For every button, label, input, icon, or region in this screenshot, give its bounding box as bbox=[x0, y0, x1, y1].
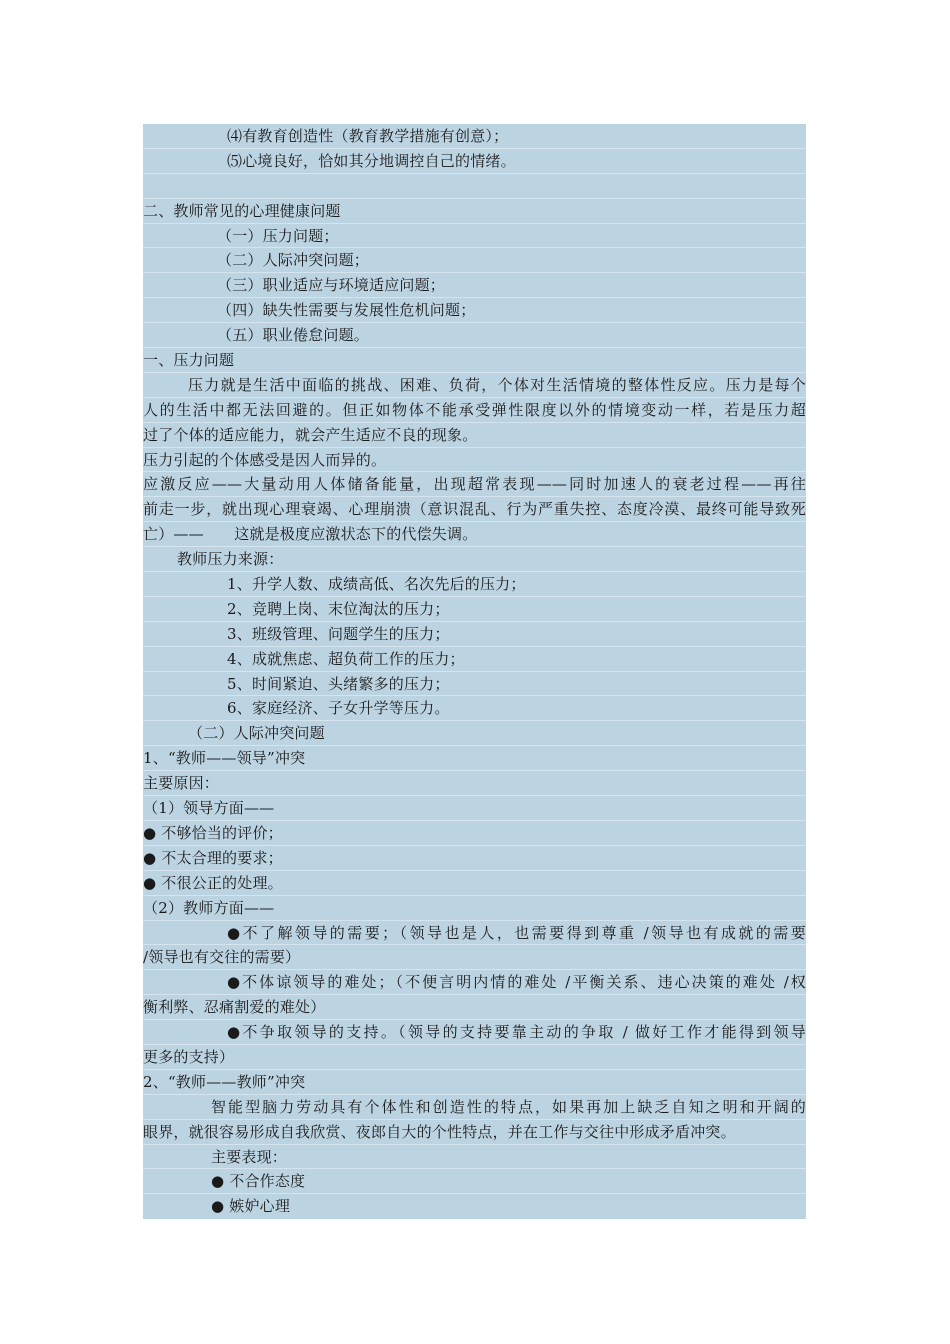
document-body bbox=[143, 124, 806, 1219]
text-line: 6、家庭经济、子女升学等压力。 bbox=[143, 696, 806, 721]
text-line: ●不体谅领导的难处；（不便言明内情的难处 /平衡关系、违心决策的难处 /权 bbox=[143, 970, 806, 995]
text-line: 4、成就焦虑、超负荷工作的压力； bbox=[143, 647, 806, 672]
text-line: 应激反应——大量动用人体储备能量，出现超常表现——同时加速人的衰老过程——再往 bbox=[143, 472, 806, 497]
text-line bbox=[143, 174, 806, 199]
text-line: （三）职业适应与环境适应问题； bbox=[143, 273, 806, 298]
text-line: （2）教师方面—— bbox=[143, 896, 806, 921]
text-line: 人的生活中都无法回避的。但正如物体不能承受弹性限度以外的情境变动一样，若是压力超 bbox=[143, 398, 806, 423]
text-line: ● 不很公正的处理。 bbox=[143, 871, 806, 896]
text-line: 眼界，就很容易形成自我欣赏、夜郎自大的个性特点，并在工作与交往中形成矛盾冲突。 bbox=[143, 1120, 806, 1145]
text-line: （一）压力问题； bbox=[143, 224, 806, 249]
text-line: ●不争取领导的支持。（领导的支持要靠主动的争取 / 做好工作才能得到领导 bbox=[143, 1020, 806, 1045]
text-line: ⑷有教育创造性（教育教学措施有创意）； bbox=[143, 124, 806, 149]
text-line: 1、升学人数、成绩高低、名次先后的压力； bbox=[143, 572, 806, 597]
text-line: 二、教师常见的心理健康问题 bbox=[143, 199, 806, 224]
text-line: 过了个体的适应能力，就会产生适应不良的现象。 bbox=[143, 423, 806, 448]
text-line: 前走一步，就出现心理衰竭、心理崩溃（意识混乱、行为严重失控、态度冷漠、最终可能导致死 bbox=[143, 497, 806, 522]
text-line: （1）领导方面—— bbox=[143, 796, 806, 821]
text-line: 教师压力来源： bbox=[143, 547, 806, 572]
text-line: 压力就是生活中面临的挑战、困难、负荷，个体对生活情境的整体性反应。压力是每个 bbox=[143, 373, 806, 398]
text-line: 2、“教师——教师”冲突 bbox=[143, 1070, 806, 1095]
text-line: 衡利弊、忍痛割爱的难处） bbox=[143, 995, 806, 1020]
text-line: 主要原因： bbox=[143, 771, 806, 796]
text-line: 压力引起的个体感受是因人而异的。 bbox=[143, 448, 806, 473]
text-line: 2、竞聘上岗、末位淘汰的压力； bbox=[143, 597, 806, 622]
text-line: 智能型脑力劳动具有个体性和创造性的特点，如果再加上缺乏自知之明和开阔的 bbox=[143, 1095, 806, 1120]
text-line: 一、压力问题 bbox=[143, 348, 806, 373]
text-line: 3、班级管理、问题学生的压力； bbox=[143, 622, 806, 647]
text-line: 主要表现： bbox=[143, 1145, 806, 1170]
text-line: ●不了解领导的需要；（领导也是人，也需要得到尊重 /领导也有成就的需要 bbox=[143, 921, 806, 946]
text-line: ⑸心境良好，恰如其分地调控自己的情绪。 bbox=[143, 149, 806, 174]
text-line: （二）人际冲突问题 bbox=[143, 721, 806, 746]
text-line: （四）缺失性需要与发展性危机问题； bbox=[143, 298, 806, 323]
text-line: 1、“教师——领导”冲突 bbox=[143, 746, 806, 771]
text-line: （五）职业倦怠问题。 bbox=[143, 323, 806, 348]
text-line: 更多的支持） bbox=[143, 1045, 806, 1070]
text-line: ● 不太合理的要求； bbox=[143, 846, 806, 871]
text-line: 亡）—— 这就是极度应激状态下的代偿失调。 bbox=[143, 522, 806, 547]
text-line: ● 嫉妒心理 bbox=[211, 1197, 291, 1216]
text-line: /领导也有交往的需要） bbox=[143, 945, 806, 970]
text-line: （二）人际冲突问题； bbox=[143, 248, 806, 273]
text-line: 5、时间紧迫、头绪繁多的压力； bbox=[143, 672, 806, 697]
text-line: ● 不够恰当的评价； bbox=[143, 821, 806, 846]
text-line: ● 不合作态度 bbox=[143, 1169, 806, 1194]
